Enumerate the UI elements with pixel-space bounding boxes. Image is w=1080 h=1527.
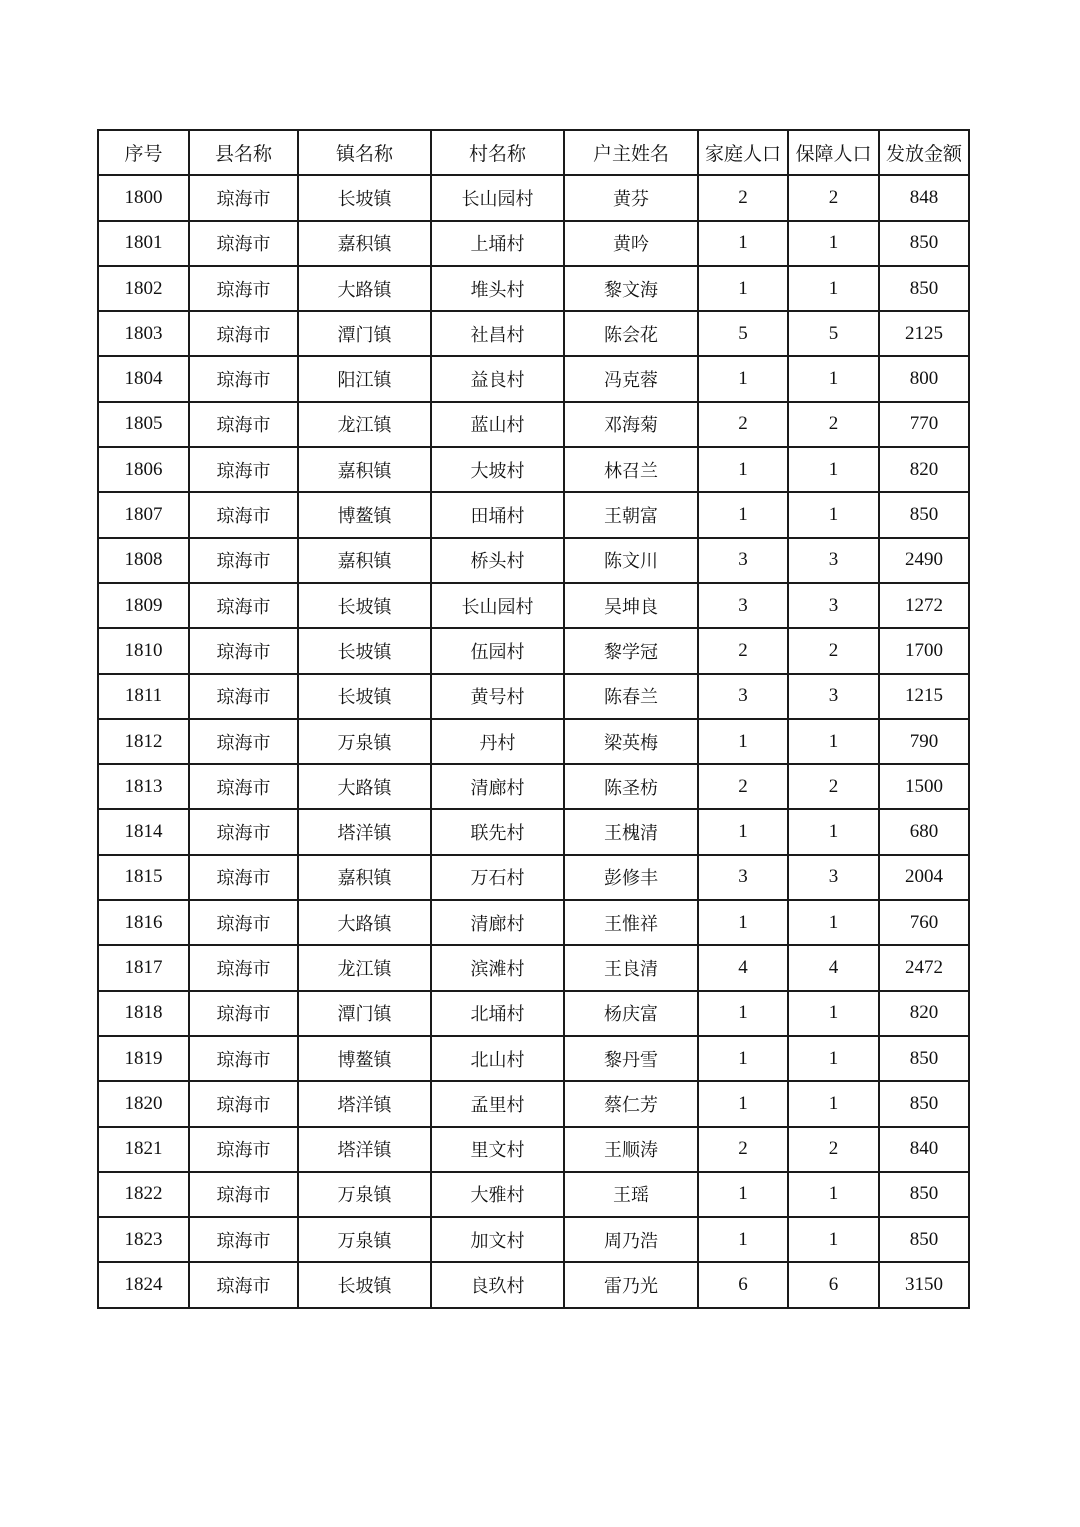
header-family-size: 家庭人口 — [698, 130, 788, 175]
town-cell: 嘉积镇 — [298, 538, 431, 583]
county-cell: 琼海市 — [189, 764, 298, 809]
family-size-cell: 3 — [698, 855, 788, 900]
family-size-cell: 1 — [698, 1036, 788, 1081]
covered-persons-cell: 1 — [788, 809, 879, 854]
town-cell: 嘉积镇 — [298, 855, 431, 900]
family-size-cell: 1 — [698, 447, 788, 492]
householder-cell: 周乃浩 — [564, 1217, 698, 1262]
table-row — [98, 719, 969, 764]
amount-cell: 850 — [879, 221, 969, 266]
table-row — [98, 1172, 969, 1217]
town-cell: 龙江镇 — [298, 945, 431, 990]
family-size-cell: 3 — [698, 674, 788, 719]
header-row — [98, 130, 969, 175]
amount-cell: 2472 — [879, 945, 969, 990]
village-cell: 良玖村 — [431, 1262, 564, 1307]
serial-no-cell: 1816 — [98, 900, 189, 945]
serial-no-cell: 1815 — [98, 855, 189, 900]
serial-no-cell: 1820 — [98, 1081, 189, 1126]
village-cell: 里文村 — [431, 1127, 564, 1172]
householder-cell: 黎学冠 — [564, 628, 698, 673]
amount-cell: 1700 — [879, 628, 969, 673]
town-cell: 阳江镇 — [298, 356, 431, 401]
serial-no-cell: 1808 — [98, 538, 189, 583]
amount-cell: 790 — [879, 719, 969, 764]
covered-persons-cell: 2 — [788, 764, 879, 809]
village-cell: 北山村 — [431, 1036, 564, 1081]
householder-cell: 彭修丰 — [564, 855, 698, 900]
amount-cell: 850 — [879, 1217, 969, 1262]
householder-cell: 王惟祥 — [564, 900, 698, 945]
amount-cell: 820 — [879, 991, 969, 1036]
village-cell: 滨滩村 — [431, 945, 564, 990]
covered-persons-cell: 6 — [788, 1262, 879, 1307]
county-cell: 琼海市 — [189, 583, 298, 628]
county-cell: 琼海市 — [189, 447, 298, 492]
householder-cell: 黄芬 — [564, 175, 698, 220]
family-size-cell: 2 — [698, 764, 788, 809]
header-payment-amount: 发放金额 — [879, 130, 969, 175]
table-row — [98, 764, 969, 809]
amount-cell: 770 — [879, 402, 969, 447]
covered-persons-cell: 1 — [788, 266, 879, 311]
amount-cell: 820 — [879, 447, 969, 492]
county-cell: 琼海市 — [189, 175, 298, 220]
town-cell: 长坡镇 — [298, 674, 431, 719]
amount-cell: 850 — [879, 1172, 969, 1217]
amount-cell: 680 — [879, 809, 969, 854]
householder-cell: 蔡仁芳 — [564, 1081, 698, 1126]
family-size-cell: 1 — [698, 719, 788, 764]
village-cell: 清廊村 — [431, 900, 564, 945]
village-cell: 加文村 — [431, 1217, 564, 1262]
householder-cell: 黎文海 — [564, 266, 698, 311]
amount-cell: 800 — [879, 356, 969, 401]
covered-persons-cell: 1 — [788, 991, 879, 1036]
county-cell: 琼海市 — [189, 674, 298, 719]
family-size-cell: 1 — [698, 492, 788, 537]
county-cell: 琼海市 — [189, 538, 298, 583]
covered-persons-cell: 1 — [788, 1081, 879, 1126]
covered-persons-cell: 1 — [788, 900, 879, 945]
table-row — [98, 266, 969, 311]
town-cell: 长坡镇 — [298, 583, 431, 628]
covered-persons-cell: 1 — [788, 1172, 879, 1217]
family-size-cell: 1 — [698, 1081, 788, 1126]
covered-persons-cell: 1 — [788, 1217, 879, 1262]
family-size-cell: 1 — [698, 221, 788, 266]
county-cell: 琼海市 — [189, 719, 298, 764]
householder-cell: 林召兰 — [564, 447, 698, 492]
table-row — [98, 175, 969, 220]
serial-no-cell: 1812 — [98, 719, 189, 764]
county-cell: 琼海市 — [189, 1217, 298, 1262]
table-row — [98, 1036, 969, 1081]
family-size-cell: 3 — [698, 583, 788, 628]
serial-no-cell: 1819 — [98, 1036, 189, 1081]
covered-persons-cell: 2 — [788, 628, 879, 673]
county-cell: 琼海市 — [189, 809, 298, 854]
header-covered-persons: 保障人口 — [788, 130, 879, 175]
family-size-cell: 3 — [698, 538, 788, 583]
amount-cell: 2125 — [879, 311, 969, 356]
subsidy-table — [97, 129, 970, 1309]
serial-no-cell: 1802 — [98, 266, 189, 311]
county-cell: 琼海市 — [189, 1127, 298, 1172]
serial-no-cell: 1809 — [98, 583, 189, 628]
covered-persons-cell: 1 — [788, 447, 879, 492]
town-cell: 万泉镇 — [298, 719, 431, 764]
serial-no-cell: 1814 — [98, 809, 189, 854]
covered-persons-cell: 3 — [788, 674, 879, 719]
amount-cell: 1500 — [879, 764, 969, 809]
table-row — [98, 991, 969, 1036]
county-cell: 琼海市 — [189, 628, 298, 673]
town-cell: 长坡镇 — [298, 1262, 431, 1307]
header-serial-no: 序号 — [98, 130, 189, 175]
serial-no-cell: 1817 — [98, 945, 189, 990]
table-row — [98, 356, 969, 401]
amount-cell: 760 — [879, 900, 969, 945]
amount-cell: 1272 — [879, 583, 969, 628]
table-row — [98, 221, 969, 266]
amount-cell: 2004 — [879, 855, 969, 900]
table-row — [98, 1217, 969, 1262]
county-cell: 琼海市 — [189, 311, 298, 356]
table-row — [98, 855, 969, 900]
county-cell: 琼海市 — [189, 991, 298, 1036]
serial-no-cell: 1810 — [98, 628, 189, 673]
county-cell: 琼海市 — [189, 402, 298, 447]
family-size-cell: 6 — [698, 1262, 788, 1307]
village-cell: 田埇村 — [431, 492, 564, 537]
amount-cell: 850 — [879, 492, 969, 537]
village-cell: 蓝山村 — [431, 402, 564, 447]
table-row — [98, 583, 969, 628]
county-cell: 琼海市 — [189, 1262, 298, 1307]
town-cell: 博鳌镇 — [298, 492, 431, 537]
amount-cell: 840 — [879, 1127, 969, 1172]
town-cell: 大路镇 — [298, 764, 431, 809]
amount-cell: 850 — [879, 1036, 969, 1081]
householder-cell: 雷乃光 — [564, 1262, 698, 1307]
householder-cell: 王顺涛 — [564, 1127, 698, 1172]
family-size-cell: 2 — [698, 628, 788, 673]
family-size-cell: 4 — [698, 945, 788, 990]
village-cell: 大雅村 — [431, 1172, 564, 1217]
village-cell: 伍园村 — [431, 628, 564, 673]
village-cell: 社昌村 — [431, 311, 564, 356]
family-size-cell: 2 — [698, 402, 788, 447]
family-size-cell: 1 — [698, 991, 788, 1036]
town-cell: 长坡镇 — [298, 175, 431, 220]
householder-cell: 陈文川 — [564, 538, 698, 583]
householder-cell: 杨庆富 — [564, 991, 698, 1036]
village-cell: 北埇村 — [431, 991, 564, 1036]
village-cell: 孟里村 — [431, 1081, 564, 1126]
family-size-cell: 1 — [698, 266, 788, 311]
county-cell: 琼海市 — [189, 945, 298, 990]
table-row — [98, 492, 969, 537]
village-cell: 桥头村 — [431, 538, 564, 583]
covered-persons-cell: 2 — [788, 402, 879, 447]
covered-persons-cell: 1 — [788, 1036, 879, 1081]
table-row — [98, 1262, 969, 1307]
householder-cell: 陈春兰 — [564, 674, 698, 719]
serial-no-cell: 1804 — [98, 356, 189, 401]
table-row — [98, 447, 969, 492]
village-cell: 上埇村 — [431, 221, 564, 266]
table-row — [98, 1081, 969, 1126]
serial-no-cell: 1801 — [98, 221, 189, 266]
serial-no-cell: 1823 — [98, 1217, 189, 1262]
family-size-cell: 1 — [698, 356, 788, 401]
covered-persons-cell: 3 — [788, 583, 879, 628]
householder-cell: 邓海菊 — [564, 402, 698, 447]
serial-no-cell: 1813 — [98, 764, 189, 809]
serial-no-cell: 1824 — [98, 1262, 189, 1307]
serial-no-cell: 1806 — [98, 447, 189, 492]
covered-persons-cell: 2 — [788, 175, 879, 220]
village-cell: 长山园村 — [431, 583, 564, 628]
family-size-cell: 2 — [698, 1127, 788, 1172]
header-county-name: 县名称 — [189, 130, 298, 175]
county-cell: 琼海市 — [189, 221, 298, 266]
village-cell: 联先村 — [431, 809, 564, 854]
amount-cell: 850 — [879, 266, 969, 311]
serial-no-cell: 1805 — [98, 402, 189, 447]
table-row — [98, 402, 969, 447]
table-row — [98, 1127, 969, 1172]
village-cell: 万石村 — [431, 855, 564, 900]
county-cell: 琼海市 — [189, 1036, 298, 1081]
table-row — [98, 809, 969, 854]
householder-cell: 王朝富 — [564, 492, 698, 537]
table-row — [98, 628, 969, 673]
family-size-cell: 1 — [698, 809, 788, 854]
town-cell: 龙江镇 — [298, 402, 431, 447]
town-cell: 博鳌镇 — [298, 1036, 431, 1081]
town-cell: 塔洋镇 — [298, 1081, 431, 1126]
serial-no-cell: 1818 — [98, 991, 189, 1036]
town-cell: 大路镇 — [298, 900, 431, 945]
serial-no-cell: 1821 — [98, 1127, 189, 1172]
county-cell: 琼海市 — [189, 1081, 298, 1126]
serial-no-cell: 1822 — [98, 1172, 189, 1217]
town-cell: 长坡镇 — [298, 628, 431, 673]
county-cell: 琼海市 — [189, 266, 298, 311]
village-cell: 益良村 — [431, 356, 564, 401]
amount-cell: 850 — [879, 1081, 969, 1126]
amount-cell: 848 — [879, 175, 969, 220]
householder-cell: 王瑶 — [564, 1172, 698, 1217]
householder-cell: 陈会花 — [564, 311, 698, 356]
table-row — [98, 538, 969, 583]
header-town-name: 镇名称 — [298, 130, 431, 175]
town-cell: 嘉积镇 — [298, 447, 431, 492]
covered-persons-cell: 1 — [788, 719, 879, 764]
county-cell: 琼海市 — [189, 900, 298, 945]
serial-no-cell: 1803 — [98, 311, 189, 356]
table-row — [98, 900, 969, 945]
serial-no-cell: 1811 — [98, 674, 189, 719]
town-cell: 万泉镇 — [298, 1217, 431, 1262]
family-size-cell: 1 — [698, 900, 788, 945]
county-cell: 琼海市 — [189, 1172, 298, 1217]
table-row — [98, 945, 969, 990]
covered-persons-cell: 1 — [788, 356, 879, 401]
town-cell: 塔洋镇 — [298, 809, 431, 854]
county-cell: 琼海市 — [189, 356, 298, 401]
header-householder-name: 户主姓名 — [564, 130, 698, 175]
householder-cell: 冯克蓉 — [564, 356, 698, 401]
amount-cell: 3150 — [879, 1262, 969, 1307]
covered-persons-cell: 2 — [788, 1127, 879, 1172]
serial-no-cell: 1807 — [98, 492, 189, 537]
county-cell: 琼海市 — [189, 492, 298, 537]
family-size-cell: 1 — [698, 1217, 788, 1262]
town-cell: 潭门镇 — [298, 311, 431, 356]
town-cell: 嘉积镇 — [298, 221, 431, 266]
county-cell: 琼海市 — [189, 855, 298, 900]
table-row — [98, 674, 969, 719]
town-cell: 塔洋镇 — [298, 1127, 431, 1172]
village-cell: 清廊村 — [431, 764, 564, 809]
family-size-cell: 5 — [698, 311, 788, 356]
covered-persons-cell: 3 — [788, 538, 879, 583]
covered-persons-cell: 1 — [788, 492, 879, 537]
householder-cell: 陈圣枋 — [564, 764, 698, 809]
covered-persons-cell: 3 — [788, 855, 879, 900]
village-cell: 黄号村 — [431, 674, 564, 719]
householder-cell: 王槐清 — [564, 809, 698, 854]
village-cell: 大坡村 — [431, 447, 564, 492]
village-cell: 丹村 — [431, 719, 564, 764]
village-cell: 堆头村 — [431, 266, 564, 311]
householder-cell: 王良清 — [564, 945, 698, 990]
town-cell: 潭门镇 — [298, 991, 431, 1036]
village-cell: 长山园村 — [431, 175, 564, 220]
family-size-cell: 2 — [698, 175, 788, 220]
amount-cell: 1215 — [879, 674, 969, 719]
family-size-cell: 1 — [698, 1172, 788, 1217]
householder-cell: 梁英梅 — [564, 719, 698, 764]
householder-cell: 黎丹雪 — [564, 1036, 698, 1081]
covered-persons-cell: 4 — [788, 945, 879, 990]
table-row — [98, 311, 969, 356]
town-cell: 万泉镇 — [298, 1172, 431, 1217]
householder-cell: 吴坤良 — [564, 583, 698, 628]
serial-no-cell: 1800 — [98, 175, 189, 220]
amount-cell: 2490 — [879, 538, 969, 583]
table-body — [98, 175, 969, 1307]
householder-cell: 黄吟 — [564, 221, 698, 266]
covered-persons-cell: 1 — [788, 221, 879, 266]
header-village-name: 村名称 — [431, 130, 564, 175]
covered-persons-cell: 5 — [788, 311, 879, 356]
town-cell: 大路镇 — [298, 266, 431, 311]
